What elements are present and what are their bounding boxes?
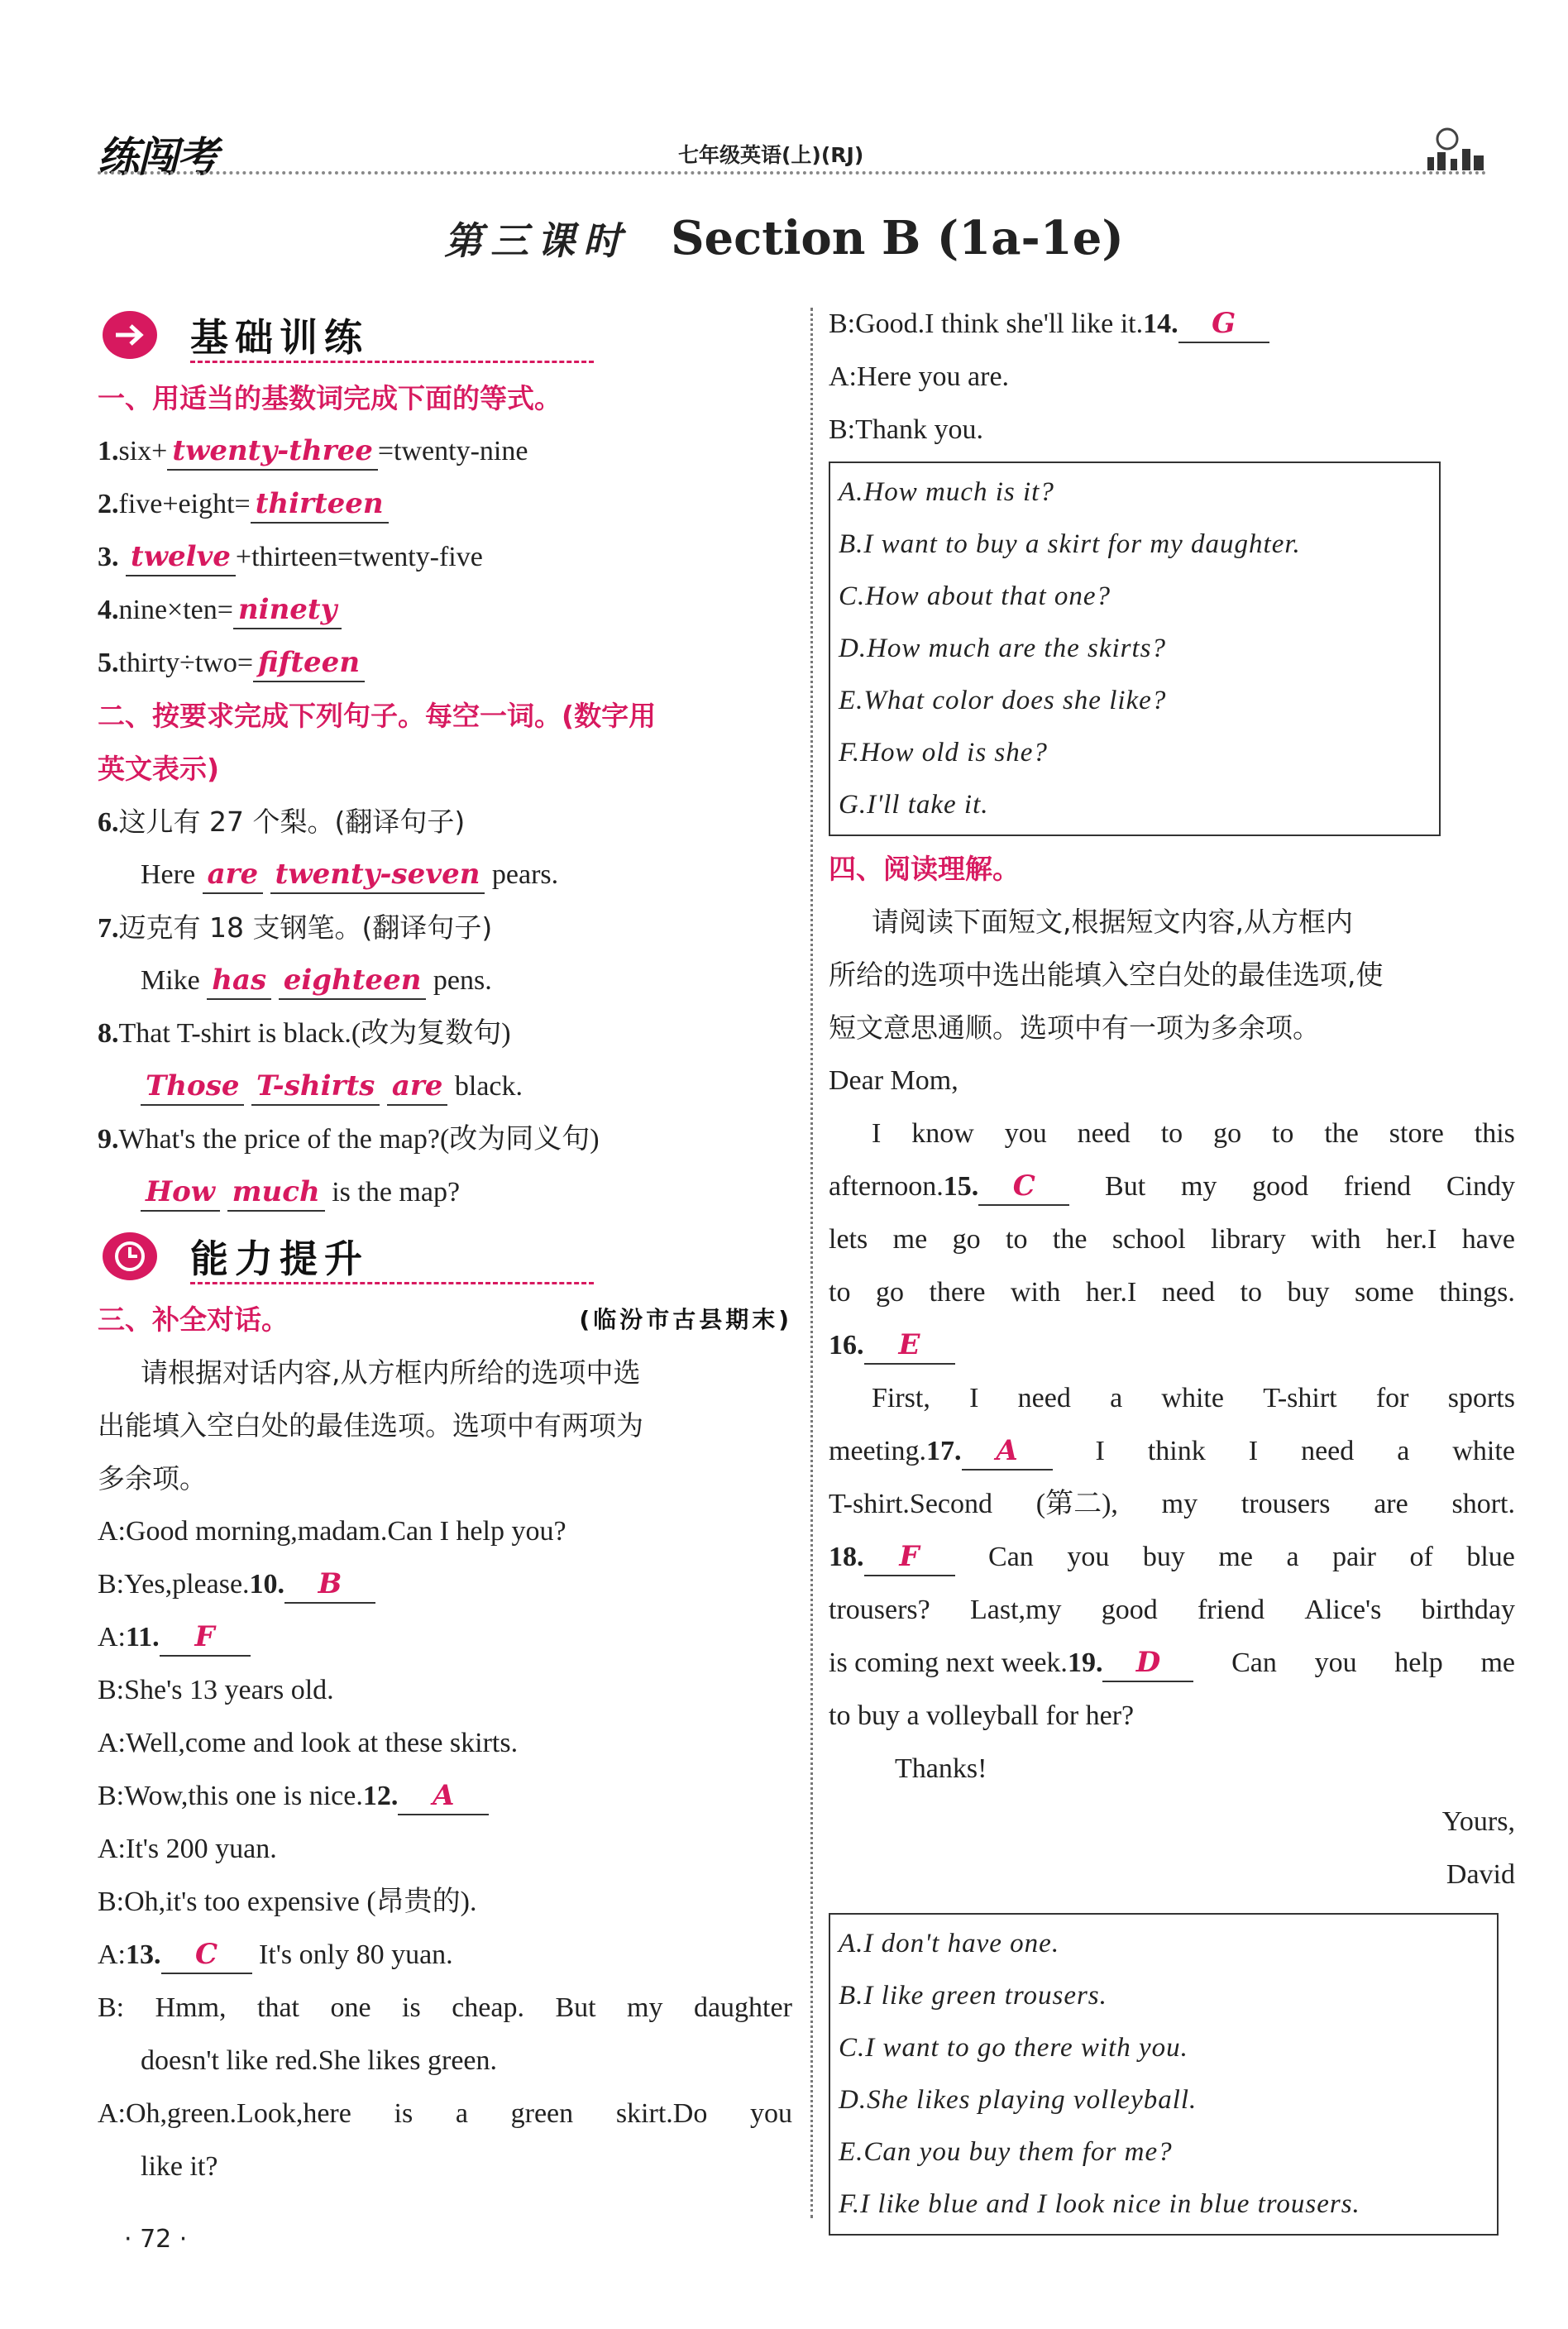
word: need [1161,1277,1215,1308]
q8-answer-1[interactable]: Those [141,1068,244,1106]
q2-answer[interactable]: thirteen [251,485,389,524]
word: a [1110,1383,1123,1413]
letter-p2-line4 [829,1531,1515,1584]
option-d: D.How much are the skirts? [839,634,1166,663]
q15-answer[interactable]: C [978,1168,1069,1206]
word: to [1240,1277,1262,1308]
q8-suffix: black. [454,1071,523,1102]
letter-p2-line3 [829,1478,1515,1531]
dialogue-line-11b: like it? [141,2151,218,2182]
part4-instruction-1: 请阅读下面短文,根据短文内容,从方框内 [872,906,1353,938]
word: to [829,1277,851,1308]
d9-text: A: [98,1939,126,1970]
word: green [510,2098,574,2129]
part4-options-box [829,1913,1499,2236]
word: Alice's [1304,1595,1382,1625]
q18-answer[interactable]: F [864,1538,955,1576]
word: friend [1343,1171,1412,1202]
part2-heading-line1: 二、按要求完成下列句子。每空一词。(数字用 [98,700,657,732]
option-c: C.I want to go there with you. [839,2033,1188,2063]
word: B: [98,1992,125,2023]
word: cheap. [452,1992,524,2023]
word: Cindy [1446,1171,1515,1202]
q7-number: 7. [98,913,119,944]
option-f: F.I like blue and I look nice in blue trousers. [839,2189,1360,2219]
q2-number: 2. [98,489,119,519]
word: are [1374,1489,1408,1519]
word: me [892,1224,928,1255]
arrow-badge-icon [108,316,152,354]
word: skirt.Do [615,2098,708,2129]
letter-p1-line5 [829,1319,1515,1372]
q9-suffix: is the map? [332,1177,461,1208]
word: is [402,1992,421,2023]
word: there [929,1277,986,1308]
page-number: · 72 · [124,2225,188,2254]
option-c: C.How about that one? [839,581,1111,611]
q3-suffix: +thirteen=twenty-five [235,542,483,572]
word: me [1480,1648,1515,1678]
word: my [1180,1171,1217,1202]
word: a [1286,1542,1299,1572]
section-basic-header [98,298,792,372]
word: to [1271,1118,1294,1149]
word: I [1095,1436,1105,1466]
q11-number: 11. [126,1622,160,1652]
word: things. [1439,1277,1515,1308]
q9-prompt: What's the price of the map?(改为同义句) [118,1124,600,1155]
dialogue-line-12 [829,298,1515,351]
q6-prompt: 这儿有 27 个梨。(翻译句子) [118,806,466,838]
word: have [1461,1224,1515,1255]
word: go [875,1277,904,1308]
section-underline [190,1282,594,1284]
q16-answer[interactable]: E [864,1327,955,1365]
part3-instruction-3: 多余项。 [98,1462,207,1494]
word: a [1397,1436,1410,1466]
q3-answer[interactable]: twelve [126,538,236,576]
word: But [555,1992,596,2023]
option-b: B.I want to buy a skirt for my daughter. [839,529,1301,559]
part3-instruction-2: 出能填入空白处的最佳选项。选项中有两项为 [98,1409,643,1442]
word: her.I [1085,1277,1137,1308]
word: of [1409,1542,1433,1572]
letter-p1-line4 [829,1266,1515,1319]
q17-answer[interactable]: A [962,1432,1053,1471]
q14-number: 14. [1143,308,1178,339]
dialogue-line-10 [98,1982,792,2035]
q8-number: 8. [98,1018,119,1049]
word: (第二), [1035,1489,1118,1519]
word: need [1017,1383,1071,1413]
q19-answer[interactable]: D [1102,1644,1193,1682]
option-b: B.I like green trousers. [839,1981,1107,2011]
word: white [1161,1383,1224,1413]
word: trousers? [829,1595,930,1625]
q6-number: 6. [98,807,119,838]
header-divider [98,171,1487,175]
q11-answer[interactable]: F [160,1619,251,1657]
letter-greeting: Dear Mom, [829,1065,958,1096]
q5-prefix: thirty÷two= [118,648,253,678]
word: library [1211,1224,1286,1255]
word: Can [988,1542,1034,1572]
option-f: F.How old is she? [839,738,1048,768]
word: First, [872,1383,930,1413]
q6-answer-2[interactable]: twenty-seven [270,856,485,894]
word: the [1052,1224,1088,1255]
word: A:Oh,green.Look,here [98,2098,351,2129]
word: birthday [1421,1595,1515,1625]
word: T-shirt.Second [829,1489,993,1519]
letter-p1-line1 [829,1107,1515,1160]
word: sports [1447,1383,1515,1413]
option-e: E.What color does she like? [839,686,1167,715]
word: need [1077,1118,1131,1149]
dialogue-line-14: B:Thank you. [829,414,983,445]
dialogue-line-7: A:It's 200 yuan. [98,1834,277,1864]
word: meeting. [829,1436,927,1466]
option-d: D.She likes playing volleyball. [839,2085,1198,2115]
q1-answer[interactable]: twenty-three [167,433,378,471]
part4-instruction-3: 短文意思通顺。选项中有一项为多余项。 [829,1011,1320,1044]
d3-text: A: [98,1622,126,1652]
word: short. [1451,1489,1515,1519]
book-title: 七年级英语(上)(RJ) [678,143,864,167]
q9-answer-2[interactable]: much [227,1174,325,1212]
part3-heading [98,1294,792,1346]
dialogue-line-5: A:Well,come and look at these skirts. [98,1728,519,1758]
word: daughter [693,1992,792,2023]
lesson-title [0,211,1568,265]
question-8-answer [98,1060,792,1113]
word: white [1452,1436,1515,1466]
word: pair [1332,1542,1376,1572]
dialogue-line-1: A:Good morning,madam.Can I help you? [98,1516,566,1547]
part4-heading: 四、阅读理解。 [829,853,1020,885]
word: Can [1231,1648,1277,1678]
word: that [257,1992,299,2023]
section-underline [190,361,594,363]
word: me [1218,1542,1253,1572]
word: to [1006,1224,1028,1255]
d6-text: B:Wow,this one is nice. [98,1781,363,1811]
left-column [98,298,792,2193]
word: blue [1466,1542,1515,1572]
q6-suffix: pears. [491,859,559,890]
word: buy [1287,1277,1330,1308]
word: afternoon. [829,1171,944,1202]
q13-number: 13. [126,1939,161,1970]
q5-answer[interactable]: fifteen [253,644,365,682]
word: need [1301,1436,1355,1466]
dialogue-line-3 [98,1611,792,1664]
dialogue-line-8: B:Oh,it's too expensive (昂贵的). [98,1887,477,1917]
right-column [829,298,1515,2242]
q16-number: 16. [829,1330,864,1361]
option-e: E.Can you buy them for me? [839,2137,1173,2167]
q12-number: 12. [362,1781,399,1811]
q18-number: 18. [829,1542,864,1572]
d9-suffix: It's only 80 yuan. [259,1939,453,1970]
word: good [1252,1171,1309,1202]
q8-prompt: That T-shirt is black.(改为复数句) [118,1018,511,1049]
word: my [1161,1489,1198,1519]
q17-number: 17. [926,1436,962,1466]
d2-text: B:Yes,please. [98,1569,250,1600]
city-skyline-icon [1422,124,1489,172]
question-9-prompt [98,1113,792,1166]
part3-title: 三、补全对话。 [98,1303,289,1336]
question-9-answer [98,1166,792,1219]
q10-number: 10. [249,1569,285,1600]
option-a: A.How much is it? [839,477,1054,507]
q1-prefix: six+ [118,436,168,466]
letter-thanks: Thanks! [895,1753,987,1784]
dialogue-line-9 [98,1929,792,1982]
q2-prefix: five+eight= [118,489,251,519]
part4-instruction-2: 所给的选项中选出能填入空白处的最佳选项,使 [829,959,1384,991]
word: you [1004,1118,1047,1149]
letter-p2-line1 [829,1372,1515,1425]
word: her.I [1386,1224,1437,1255]
part1-heading: 一、用适当的基数词完成下面的等式。 [98,382,562,414]
word: is [394,2098,414,2129]
dialogue-line-2 [98,1558,792,1611]
word: my [627,1992,663,2023]
word: store [1389,1118,1444,1149]
word: for [1375,1383,1409,1413]
word: to [1160,1118,1183,1149]
word: friend [1197,1595,1265,1625]
word: some [1354,1277,1414,1308]
word: know [911,1118,974,1149]
dialogue-line-11 [98,2087,792,2140]
word: with [1010,1277,1061,1308]
section-advanced-header [98,1219,792,1294]
letter-p1-line2 [829,1160,1515,1213]
word: I [872,1118,882,1149]
q6-prefix: Here [141,859,196,890]
letter-p1-line3 [829,1213,1515,1266]
part2-heading-line2: 英文表示) [98,753,220,785]
word: the [1324,1118,1359,1149]
word: go [1213,1118,1242,1149]
q8-answer-2[interactable]: T-shirts [251,1068,380,1106]
letter-p2-line7: to buy a volleyball for her? [829,1700,1135,1731]
q9-number: 9. [98,1124,119,1155]
question-4 [98,584,792,637]
word: a [455,2098,468,2129]
word: go [952,1224,981,1255]
q9-answer-1[interactable]: How [141,1174,220,1212]
letter-p2-line5 [829,1584,1515,1637]
word: But [1105,1171,1146,1202]
section-basic-title: 基础训练 [190,315,369,360]
q1-number: 1. [98,436,119,466]
word: you [750,2098,792,2129]
question-6-answer [98,849,792,901]
word: buy [1142,1542,1185,1572]
word: with [1311,1224,1361,1255]
lesson-title-cn: 第三课时 [444,218,630,263]
q13-answer[interactable]: C [161,1936,252,1974]
section-advanced-title: 能力提升 [190,1236,369,1281]
q4-number: 4. [98,595,119,625]
q5-number: 5. [98,648,119,678]
q19-number: 19. [1067,1648,1103,1678]
q10-answer[interactable]: B [284,1566,375,1604]
dialogue-line-4: B:She's 13 years old. [98,1675,334,1705]
word: I [969,1383,979,1413]
q7-prompt: 迈克有 18 支钢笔。(翻译句子) [118,911,493,944]
word: is coming next week. [829,1648,1068,1678]
q4-prefix: nine×ten= [118,595,233,625]
question-2 [98,478,792,531]
word: good [1101,1595,1158,1625]
q1-suffix: =twenty-nine [377,436,528,466]
question-7-prompt [98,901,792,954]
q7-prefix: Mike [141,965,200,996]
q3-number: 3. [98,542,119,572]
column-divider [810,308,813,2218]
option-g: G.I'll take it. [839,790,989,820]
q7-answer-1[interactable]: has [207,962,271,1000]
q7-answer-2[interactable]: eighteen [279,962,427,1000]
part3-options-box [829,461,1441,836]
word: Hmm, [155,1992,227,2023]
dialogue-line-6 [98,1770,792,1823]
question-8-prompt [98,1007,792,1060]
lesson-title-en: Section B (1a-1e) [671,211,1124,265]
question-1 [98,425,792,478]
word: you [1314,1648,1357,1678]
word: one [330,1992,371,2023]
part3-source: (临汾市古县期末) [579,1306,792,1333]
word: school [1111,1224,1186,1255]
clock-badge-icon [108,1237,152,1275]
question-5 [98,637,792,690]
word: I [1248,1436,1259,1466]
letter-p2-line2 [829,1425,1515,1478]
word: this [1474,1118,1515,1149]
word: trousers [1241,1489,1331,1519]
q14-answer[interactable]: G [1178,305,1269,343]
option-a: A.I don't have one. [839,1929,1060,1958]
word: think [1147,1436,1206,1466]
word: help [1394,1648,1443,1678]
q12-answer[interactable]: A [398,1777,489,1815]
dialogue-line-10b: doesn't like red.She likes green. [141,2045,498,2076]
q4-answer[interactable]: ninety [233,591,342,629]
letter-p2-line6 [829,1637,1515,1690]
letter-closing: Yours, [1441,1806,1515,1837]
book-logo: 练闯考 [98,133,217,181]
word: you [1067,1542,1110,1572]
letter-signature: David [1446,1859,1515,1890]
q7-suffix: pens. [433,965,492,996]
q8-answer-3[interactable]: are [387,1068,448,1106]
question-7-answer [98,954,792,1007]
question-6-prompt [98,796,792,849]
dialogue-line-13: A:Here you are. [829,361,1010,392]
word: lets [829,1224,868,1255]
word: T-shirt [1263,1383,1337,1413]
question-3 [98,531,792,584]
q15-number: 15. [943,1171,979,1202]
q6-answer-1[interactable]: are [203,856,264,894]
d12-text: B:Good.I think she'll like it. [829,308,1144,339]
part3-instruction-1: 请根据对话内容,从方框内所给的选项中选 [141,1356,641,1389]
word: Last,my [970,1595,1062,1625]
